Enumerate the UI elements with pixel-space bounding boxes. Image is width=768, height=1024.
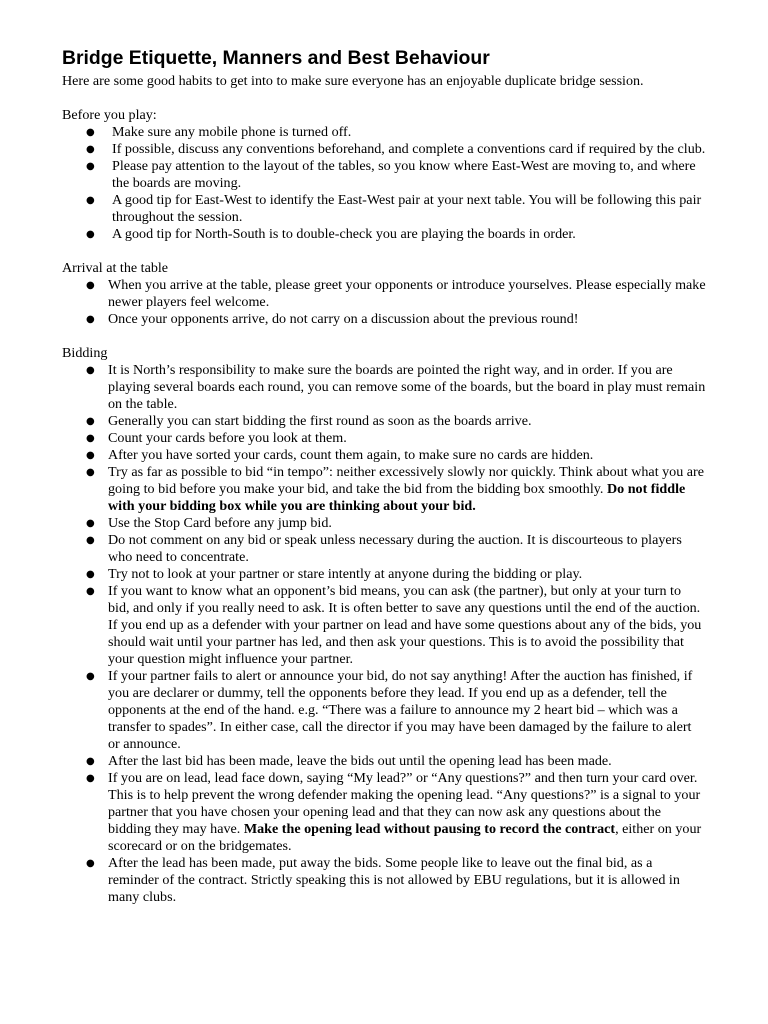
list-item-text: If possible, discuss any conventions beforehand, and complete a conventions card if required by the club. [112, 141, 706, 157]
arrival-list [62, 277, 706, 328]
list-item-text: When you arrive at the table, please greet your opponents or introduce yourselves. Please especially make newer players feel welcome. [108, 277, 706, 310]
section-heading-arrival: Arrival at the table [62, 260, 169, 276]
list-item [62, 464, 706, 515]
section-heading-before-you-play: Before you play: [62, 107, 157, 123]
list-item [62, 532, 706, 566]
list-item-emphasis: Make the opening lead without pausing to record the contract [243, 821, 616, 837]
bullet-icon: ● [86, 756, 95, 767]
list-item [62, 362, 706, 413]
bullet-icon: ● [86, 416, 95, 427]
bullet-icon: ● [86, 280, 95, 291]
list-item-text: Use the Stop Card before any jump bid. [108, 515, 332, 531]
bullet-icon: ● [86, 195, 95, 206]
list-item-text-end: , either on your scorecard or on the bridgemates. [108, 821, 702, 854]
list-item-text: Please pay attention to the layout of the tables, so you know where East-West are moving to, and where the boards are moving. [112, 158, 696, 191]
list-item-text: It is North’s responsibility to make sure the boards are pointed the right way, and in order. If you are playing several boards each round, you can remove some of the boards, but the board in play must remain on the table. [108, 362, 706, 412]
list-item [62, 277, 706, 311]
bullet-icon: ● [86, 450, 95, 461]
bullet-icon: ● [86, 144, 95, 155]
list-item-text: Try not to look at your partner or stare intently at anyone during the bidding or play. [108, 566, 583, 582]
bullet-icon: ● [86, 229, 95, 240]
list-item [62, 515, 706, 532]
list-item-emphasis: Do not fiddle with your bidding box while you are thinking about your bid. [108, 481, 686, 514]
list-item [62, 311, 706, 328]
list-item [62, 566, 706, 583]
list-item [62, 753, 706, 770]
list-item [62, 158, 706, 192]
list-item-text: A good tip for North-South is to double-check you are playing the boards in order. [112, 226, 576, 242]
bullet-icon: ● [86, 518, 95, 529]
bullet-icon: ● [86, 858, 95, 869]
list-item [62, 141, 706, 158]
section-heading-bidding: Bidding [62, 345, 108, 361]
list-item-text: Make sure any mobile phone is turned off. [112, 124, 352, 140]
bullet-icon: ● [86, 586, 95, 597]
list-item [62, 447, 706, 464]
bidding-list [62, 362, 706, 906]
bullet-icon: ● [86, 467, 95, 478]
list-item [62, 413, 706, 430]
list-item-text: If you want to know what an opponent’s bid means, you can ask (the partner), but only at your turn to bid, and only if you really need to ask. It is often better to save any questions until the end of the auction. If you end up as a defender with your partner on lead and have some questions about any of the bids, you should wait until your partner has led, and then ask your questions. This is to avoid the possibility that your question might influence your partner. [108, 583, 702, 667]
list-item [62, 770, 706, 855]
bullet-icon: ● [86, 161, 95, 172]
list-item [62, 855, 706, 906]
list-item-text: Try as far as possible to bid “in tempo”: neither excessively slowly nor quickly. Think about what you are going to bid before you make your bid, and take the bid from the bidding box smoothly. [108, 464, 704, 497]
list-item [62, 192, 706, 226]
bullet-icon: ● [86, 569, 95, 580]
bullet-icon: ● [86, 535, 95, 546]
list-item [62, 430, 706, 447]
list-item-text: After the lead has been made, put away the bids. Some people like to leave out the final bid, as a reminder of the contract. Strictly speaking this is not allowed by EBU regulations, but it is allowed in many clubs. [108, 855, 680, 905]
bullet-icon: ● [86, 433, 95, 444]
list-item [62, 668, 706, 753]
list-item-text: Do not comment on any bid or speak unless necessary during the auction. It is discourteous to players who need to concentrate. [108, 532, 682, 565]
bullet-icon: ● [86, 314, 95, 325]
list-item-text: Generally you can start bidding the first round as soon as the boards arrive. [108, 413, 532, 429]
list-item-text: If you are on lead, lead face down, saying “My lead?” or “Any questions?” and then turn your card over. This is to help prevent the wrong defender making the opening lead. “Any questions?” is a signal to your partner that you have chosen your opening lead and that they can now ask any questions about the bidding they may have. [108, 770, 701, 837]
bullet-icon: ● [86, 773, 95, 784]
list-item [62, 583, 706, 668]
list-item-text: If your partner fails to alert or announce your bid, do not say anything! After the auction has finished, if you are declarer or dummy, tell the opponents before they lead. If you end up as a defender, tell the opponents at the end of the hand. e.g. “There was a failure to announce my 2 heart bid – which was a transfer to spades”. In either case, call the director if you may have been damaged by the failure to alert or announce. [108, 668, 693, 752]
list-item [62, 124, 706, 141]
list-item [62, 226, 706, 243]
list-item-text: Count your cards before you look at them. [108, 430, 347, 446]
intro-paragraph: Here are some good habits to get into to make sure everyone has an enjoyable duplicate bridge session. [62, 73, 644, 89]
page-title: Bridge Etiquette, Manners and Best Behaviour [62, 47, 490, 69]
bullet-icon: ● [86, 671, 95, 682]
bullet-icon: ● [86, 365, 95, 376]
bullet-icon: ● [86, 127, 95, 138]
before-you-play-list [62, 124, 706, 243]
list-item-text: Once your opponents arrive, do not carry on a discussion about the previous round! [108, 311, 579, 327]
list-item-text: After you have sorted your cards, count them again, to make sure no cards are hidden. [108, 447, 594, 463]
list-item-text: After the last bid has been made, leave the bids out until the opening lead has been made. [108, 753, 612, 769]
list-item-text: A good tip for East-West to identify the East-West pair at your next table. You will be following this pair throughout the session. [112, 192, 702, 225]
